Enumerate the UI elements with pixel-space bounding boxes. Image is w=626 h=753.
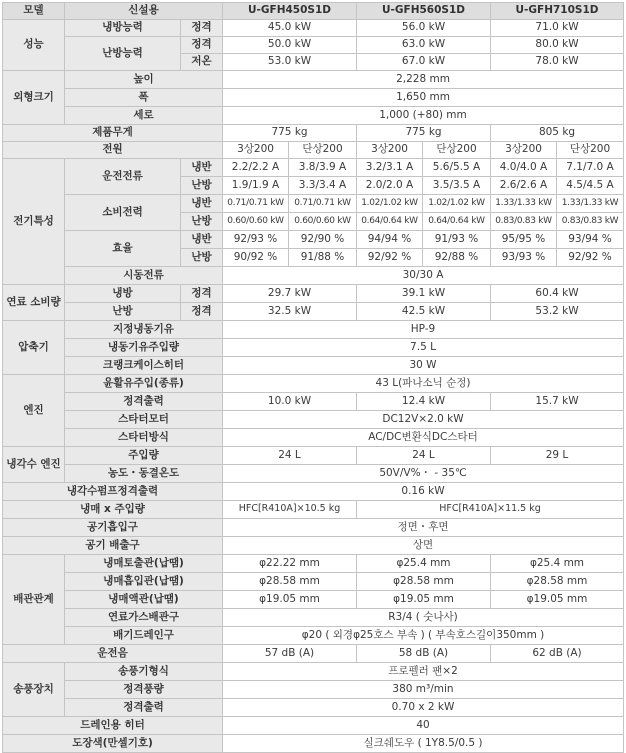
- cons-cool-1: 0.71/0.71 kW: [223, 195, 289, 213]
- power-row: [3, 142, 624, 159]
- eff-heat-6: 92/92 %: [557, 249, 624, 267]
- refrigerant-row: [3, 501, 624, 519]
- eff-cool-5: 95/95 %: [491, 231, 557, 249]
- power-2: 단상200: [289, 142, 357, 159]
- pump-row: [3, 483, 624, 501]
- current-cool-label: 냉반: [181, 159, 223, 177]
- noise-1: 57 dB (A): [223, 645, 357, 663]
- air-in-value: 정면・후면: [223, 519, 624, 537]
- piping-label: 배관관계: [3, 555, 65, 645]
- current-heat-label: 난방: [181, 177, 223, 195]
- current-cool-row: [3, 159, 624, 177]
- noise-label: 운전음: [3, 645, 223, 663]
- fan-type-row: [3, 663, 624, 681]
- cooling-capacity-label: 냉방능력: [65, 20, 181, 37]
- suction-1: φ28.58 mm: [223, 573, 357, 591]
- current-heat-5: 2.6/2.6 A: [491, 177, 557, 195]
- coolant-fill-1: 24 L: [223, 447, 357, 465]
- lube-row: [3, 375, 624, 393]
- engine-output-1: 10.0 kW: [223, 393, 357, 411]
- oil-fill-row: [3, 339, 624, 357]
- liquid-1: φ19.05 mm: [223, 591, 357, 609]
- depth-value: 1,000 (+80) mm: [223, 107, 624, 125]
- suction-3: φ28.58 mm: [491, 573, 624, 591]
- depth-label: 세로: [65, 107, 223, 125]
- power-3: 3상200: [357, 142, 423, 159]
- engine-output-label: 정격출력: [65, 393, 223, 411]
- refrig-oil-row: [3, 321, 624, 339]
- current-cool-6: 7.1/7.0 A: [557, 159, 624, 177]
- suction-label: 냉매흡입관(납땜): [65, 573, 223, 591]
- fan-output-label: 정격출력: [65, 699, 223, 717]
- pump-value: 0.16 kW: [223, 483, 624, 501]
- gas-pipe-value: R3/4 ( 숫나사): [223, 609, 624, 627]
- discharge-row: [3, 555, 624, 573]
- heating-capacity-2: 63.0 kW: [357, 37, 491, 54]
- fan-airflow-value: 380 m³/min: [223, 681, 624, 699]
- consumption-label: 소비전력: [65, 195, 181, 231]
- air-in-row: [3, 519, 624, 537]
- fuel-cool-row: [3, 285, 624, 303]
- fan-type-value: 프로펠러 팬×2: [223, 663, 624, 681]
- start-current-value: 30/30 A: [223, 267, 624, 285]
- eff-cool-label: 냉반: [181, 231, 223, 249]
- cons-cool-5: 1.33/1.33 kW: [491, 195, 557, 213]
- eff-cool-2: 92/90 %: [289, 231, 357, 249]
- noise-2: 58 dB (A): [357, 645, 491, 663]
- oil-fill-value: 7.5 L: [223, 339, 624, 357]
- heating-lowtemp-1: 53.0 kW: [223, 54, 357, 71]
- engine-output-2: 12.4 kW: [357, 393, 491, 411]
- heating-rated-label: 정격: [181, 37, 223, 54]
- starter-motor-row: [3, 411, 624, 429]
- eff-heat-4: 92/88 %: [423, 249, 491, 267]
- fuel-cool-2: 39.1 kW: [357, 285, 491, 303]
- eff-heat-label: 난방: [181, 249, 223, 267]
- header-new-item: 신설용: [65, 3, 223, 20]
- cons-cool-6: 1.33/1.33 kW: [557, 195, 624, 213]
- fuel-heat-label: 난방: [65, 303, 181, 321]
- comp-label: 압축기: [3, 321, 65, 375]
- coolant-fill-label: 주입량: [65, 447, 223, 465]
- coolant-conc-value: 50V/V%・ - 35℃: [223, 465, 624, 483]
- refrigerant-1: HFC[R410A]×10.5 kg: [223, 501, 357, 519]
- cons-heat-2: 0.60/0.60 kW: [289, 213, 357, 231]
- starter-type-value: AC/DC변환식DC스타터: [223, 429, 624, 447]
- lube-value: 43 L(파나소닉 순정): [223, 375, 624, 393]
- fuel-heat-3: 53.2 kW: [491, 303, 624, 321]
- air-out-value: 상면: [223, 537, 624, 555]
- discharge-1: φ22.22 mm: [223, 555, 357, 573]
- liquid-row: [3, 591, 624, 609]
- exhaust-drain-row: [3, 627, 624, 645]
- cons-heat-1: 0.60/0.60 kW: [223, 213, 289, 231]
- coolant-fill-3: 29 L: [491, 447, 624, 465]
- gas-pipe-label: 연료가스배관구: [65, 609, 223, 627]
- eff-cool-3: 94/94 %: [357, 231, 423, 249]
- current-cool-1: 2.2/2.2 A: [223, 159, 289, 177]
- cons-heat-4: 0.64/0.64 kW: [423, 213, 491, 231]
- heating-capacity-3: 80.0 kW: [491, 37, 624, 54]
- power-5: 3상200: [491, 142, 557, 159]
- heating-capacity-label: 난방능력: [65, 37, 181, 71]
- air-out-label: 공기 배출구: [3, 537, 223, 555]
- paint-value: 실크쉐도우 ( 1Y8.5/0.5 ): [223, 735, 624, 753]
- cons-cool-label: 냉반: [181, 195, 223, 213]
- pump-label: 냉각수펌프정격출력: [3, 483, 223, 501]
- fan-airflow-label: 정격풍량: [65, 681, 223, 699]
- starter-motor-value: DC12V×2.0 kW: [223, 411, 624, 429]
- width-row: [3, 89, 624, 107]
- current-heat-3: 2.0/2.0 A: [357, 177, 423, 195]
- current-heat-1: 1.9/1.9 A: [223, 177, 289, 195]
- crankcase-heater-value: 30 W: [223, 357, 624, 375]
- cons-heat-3: 0.64/0.64 kW: [357, 213, 423, 231]
- engine-output-3: 15.7 kW: [491, 393, 624, 411]
- current-heat-2: 3.3/3.4 A: [289, 177, 357, 195]
- heating-lowtemp-label: 저온: [181, 54, 223, 71]
- refrig-oil-value: HP-9: [223, 321, 624, 339]
- crankcase-heater-row: [3, 357, 624, 375]
- height-label: 높이: [65, 71, 223, 89]
- exhaust-drain-label: 배기드레인구: [65, 627, 223, 645]
- paint-row: [3, 735, 624, 753]
- spec-table: [2, 2, 624, 753]
- lube-label: 윤활유주입(종류): [65, 375, 223, 393]
- coolant-conc-label: 농도・동결온도: [65, 465, 223, 483]
- engine-label: 엔진: [3, 375, 65, 447]
- weight-row: [3, 125, 624, 142]
- efficiency-label: 효율: [65, 231, 181, 267]
- refrigerant-label: 냉매 x 주입량: [3, 501, 223, 519]
- heating-capacity-row: [3, 37, 624, 54]
- fuel-cool-label: 냉방: [65, 285, 181, 303]
- cons-cool-3: 1.02/1.02 kW: [357, 195, 423, 213]
- suction-2: φ28.58 mm: [357, 573, 491, 591]
- width-value: 1,650 mm: [223, 89, 624, 107]
- fuel-cool-3: 60.4 kW: [491, 285, 624, 303]
- gas-pipe-row: [3, 609, 624, 627]
- header-model-1: U-GFH450S1D: [223, 3, 357, 20]
- eff-heat-5: 93/93 %: [491, 249, 557, 267]
- oil-fill-label: 냉동기유주입량: [65, 339, 223, 357]
- drain-heater-label: 드레인용 히터: [3, 717, 223, 735]
- starter-motor-label: 스타터모터: [65, 411, 223, 429]
- drain-heater-value: 40: [223, 717, 624, 735]
- current-label: 운전전류: [65, 159, 181, 195]
- refrig-oil-label: 지정냉동기유: [65, 321, 223, 339]
- current-cool-3: 3.2/3.1 A: [357, 159, 423, 177]
- fan-output-value: 0.70 x 2 kW: [223, 699, 624, 717]
- power-4: 단상200: [423, 142, 491, 159]
- air-in-label: 공기흡입구: [3, 519, 223, 537]
- fuel-label: 연료 소비량: [3, 285, 65, 321]
- starter-type-row: [3, 429, 624, 447]
- suction-row: [3, 573, 624, 591]
- start-current-label: 시동전류: [65, 267, 223, 285]
- elec-label: 전기특성: [3, 159, 65, 285]
- refrigerant-2: HFC[R410A]×11.5 kg: [357, 501, 624, 519]
- fan-label: 송풍장치: [3, 663, 65, 717]
- paint-label: 도장색(만셀기호): [3, 735, 223, 753]
- coolant-conc-row: [3, 465, 624, 483]
- engine-output-row: [3, 393, 624, 411]
- discharge-3: φ25.4 mm: [491, 555, 624, 573]
- discharge-label: 냉매토출관(납땜): [65, 555, 223, 573]
- heating-capacity-1: 50.0 kW: [223, 37, 357, 54]
- width-label: 폭: [65, 89, 223, 107]
- exhaust-drain-value: φ20 ( 외경φ25호스 부속 ) ( 부속호스길이350mm ): [223, 627, 624, 645]
- power-label: 전원: [3, 142, 223, 159]
- fan-output-row: [3, 699, 624, 717]
- weight-2: 775 kg: [357, 125, 491, 142]
- cooling-capacity-3: 71.0 kW: [491, 20, 624, 37]
- current-cool-5: 4.0/4.0 A: [491, 159, 557, 177]
- starter-type-label: 스타터방식: [65, 429, 223, 447]
- fuel-heat-row: [3, 303, 624, 321]
- cons-heat-6: 0.83/0.83 kW: [557, 213, 624, 231]
- fuel-heat-1: 32.5 kW: [223, 303, 357, 321]
- current-cool-4: 5.6/5.5 A: [423, 159, 491, 177]
- fan-airflow-row: [3, 681, 624, 699]
- coolant-fill-2: 24 L: [357, 447, 491, 465]
- cooling-capacity-2: 56.0 kW: [357, 20, 491, 37]
- liquid-2: φ19.05 mm: [357, 591, 491, 609]
- fuel-heat-rated-label: 정격: [181, 303, 223, 321]
- coolant-fill-row: [3, 447, 624, 465]
- header-model-2: U-GFH560S1D: [357, 3, 491, 20]
- current-heat-4: 3.5/3.5 A: [423, 177, 491, 195]
- noise-row: [3, 645, 624, 663]
- eff-cool-4: 91/93 %: [423, 231, 491, 249]
- header-model: 모델: [3, 3, 65, 20]
- dims-label: 외형크기: [3, 71, 65, 125]
- liquid-3: φ19.05 mm: [491, 591, 624, 609]
- eff-heat-3: 92/92 %: [357, 249, 423, 267]
- cons-cool-2: 0.71/0.71 kW: [289, 195, 357, 213]
- power-6: 단상200: [557, 142, 624, 159]
- cons-cool-4: 1.02/1.02 kW: [423, 195, 491, 213]
- air-out-row: [3, 537, 624, 555]
- fuel-heat-2: 42.5 kW: [357, 303, 491, 321]
- power-1: 3상200: [223, 142, 289, 159]
- heating-lowtemp-3: 78.0 kW: [491, 54, 624, 71]
- drain-heater-row: [3, 717, 624, 735]
- fuel-cool-1: 29.7 kW: [223, 285, 357, 303]
- eff-heat-1: 90/92 %: [223, 249, 289, 267]
- discharge-2: φ25.4 mm: [357, 555, 491, 573]
- height-value: 2,228 mm: [223, 71, 624, 89]
- current-heat-6: 4.5/4.5 A: [557, 177, 624, 195]
- crankcase-heater-label: 크랭크케이스히터: [65, 357, 223, 375]
- coolant-label: 냉각수 엔진: [3, 447, 65, 483]
- weight-1: 775 kg: [223, 125, 357, 142]
- height-row: [3, 71, 624, 89]
- cons-heat-5: 0.83/0.83 kW: [491, 213, 557, 231]
- weight-label: 제품무게: [3, 125, 223, 142]
- eff-cool-row: [3, 231, 624, 249]
- eff-cool-1: 92/93 %: [223, 231, 289, 249]
- cons-cool-row: [3, 195, 624, 213]
- eff-cool-6: 93/94 %: [557, 231, 624, 249]
- weight-3: 805 kg: [491, 125, 624, 142]
- cooling-rated-label: 정격: [181, 20, 223, 37]
- perf-label: 성능: [3, 20, 65, 71]
- fan-type-label: 송풍기형식: [65, 663, 223, 681]
- cooling-capacity-1: 45.0 kW: [223, 20, 357, 37]
- header-row: [3, 3, 624, 20]
- heating-lowtemp-2: 67.0 kW: [357, 54, 491, 71]
- liquid-label: 냉매액관(납땜): [65, 591, 223, 609]
- fuel-cool-rated-label: 정격: [181, 285, 223, 303]
- cons-heat-label: 난방: [181, 213, 223, 231]
- eff-heat-2: 91/88 %: [289, 249, 357, 267]
- depth-row: [3, 107, 624, 125]
- noise-3: 62 dB (A): [491, 645, 624, 663]
- cooling-capacity-row: [3, 20, 624, 37]
- start-current-row: [3, 267, 624, 285]
- current-cool-2: 3.8/3.9 A: [289, 159, 357, 177]
- header-model-3: U-GFH710S1D: [491, 3, 624, 20]
